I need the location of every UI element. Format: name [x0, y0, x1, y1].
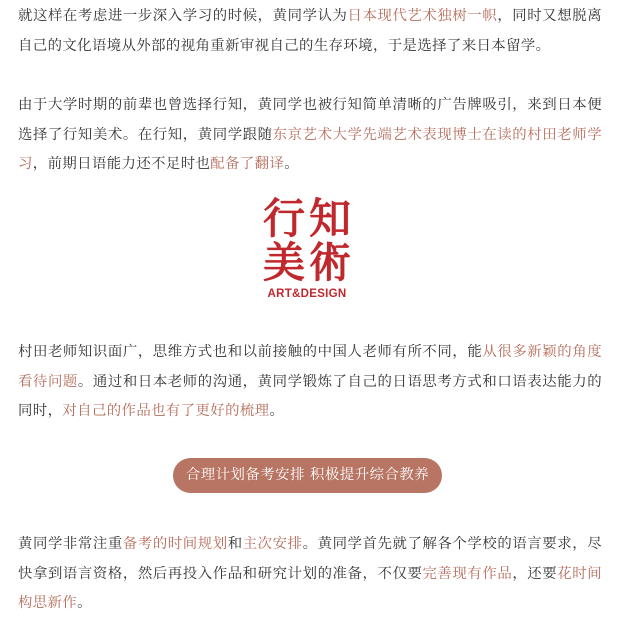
- highlight-text: 备考的时间规划: [122, 536, 228, 552]
- text: 。: [269, 403, 285, 419]
- paragraph-choose-xingzhi: [18, 91, 602, 180]
- text: 。: [284, 156, 300, 172]
- text: ，还要: [512, 565, 558, 582]
- highlight-text: 完善现有作品: [422, 565, 513, 582]
- logo-char: 術: [308, 238, 351, 287]
- text: 和: [227, 536, 243, 552]
- text: 黄同学非常注重: [18, 536, 123, 552]
- text: 由于大学时期的前辈也曾选择行知，黄同学也被行知简单清晰的广告牌吸引，来到日本便选择了行知美术。在行知，黄同学跟随: [18, 97, 602, 143]
- logo-subtitle: ART&DESIGN: [267, 288, 347, 300]
- highlight-text: 日本现代艺术独树一帜: [347, 8, 498, 24]
- text: 村田老师知识面广，思维方式也和以前接触的中国人老师有所不同，能: [18, 344, 483, 360]
- text: 就这样在考虑进一步深入学习的时候，黄同学认为: [18, 8, 348, 24]
- highlight-text: 配备了翻译: [210, 156, 285, 172]
- paragraph-study-motivation: [18, 2, 602, 61]
- highlight-text: 东京艺术大学先端艺术表现博士在读的村田老师学习: [18, 126, 602, 172]
- text: ，同时又想脱离自己的文化语境从外部的视角重新审视自己的生存环境，于是选择了来日本留学。: [18, 8, 602, 54]
- highlight-text: 从很多新颖的角度看待问题: [18, 344, 603, 390]
- logo-char: 知: [308, 194, 351, 243]
- logo-char: 行: [262, 194, 305, 243]
- logo-char: 美: [262, 238, 305, 287]
- text: ，前期日语能力还不足时也: [32, 156, 211, 172]
- highlight-text: 花时间构思新作: [18, 565, 602, 611]
- highlight-text: 主次安排: [242, 536, 303, 552]
- text: 。通过和日本老师的沟通，黄同学锻炼了自己的日语思考方式和口语表达能力的同时，: [18, 373, 602, 419]
- highlight-text: 对自己的作品也有了更好的梳理: [62, 403, 270, 419]
- xingzhi-art-design-logo: [259, 194, 363, 311]
- paragraph-teacher-murata: [18, 338, 602, 427]
- text: 。黄同学首先就了解各个学校的语言要求，尽快拿到语言资格，然后再投入作品和研究计划的准备，不仅要: [18, 536, 602, 582]
- text: 。: [77, 595, 92, 611]
- section-heading-badge: 合理计划备考安排 积极提升综合教养: [173, 458, 442, 493]
- logo-characters: [261, 194, 353, 287]
- paragraph-exam-planning: [18, 530, 602, 619]
